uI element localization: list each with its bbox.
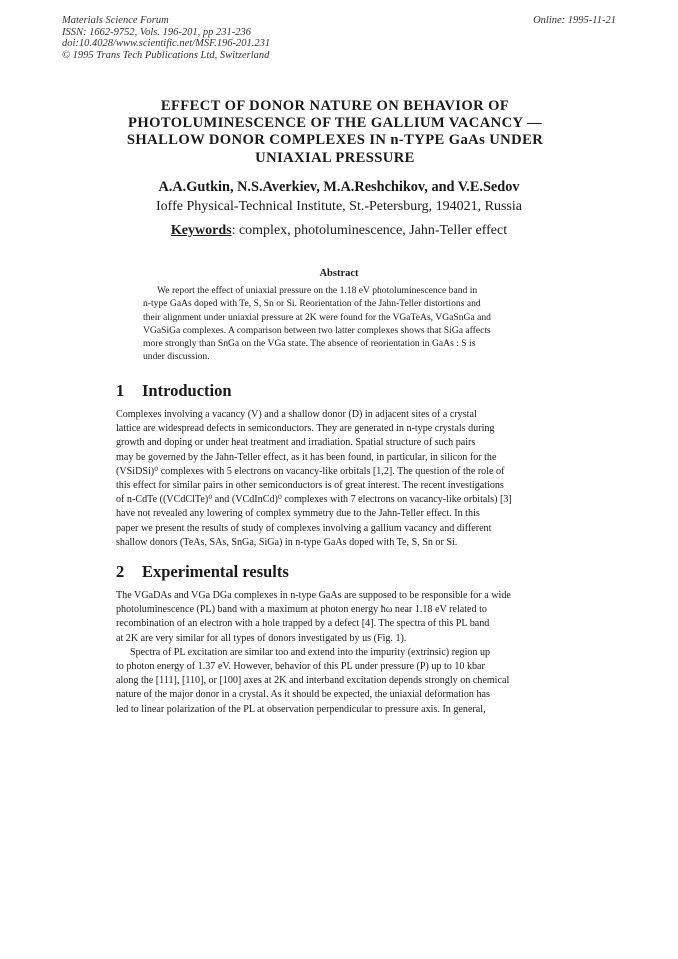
- journal-header: [62, 15, 270, 61]
- abstract-line: n-type GaAs doped with Te, S, Sn or Si. Reorientation of the Jahn-Teller distortions and: [143, 298, 481, 310]
- body-line: Spectra of PL excitation are similar too and extend into the impurity (extrinsic) region up: [130, 646, 491, 658]
- keywords-label: Keywords: [170, 223, 232, 238]
- body-line: (VSiDSi)⁰ complexes with 5 electrons on vacancy-like orbitals [1,2]. The question of the role of: [116, 465, 505, 477]
- abstract-line: more strongly than SnGa on the VGa state. The absence of reorientation in GaAs : S is: [143, 338, 476, 350]
- abstract-line: under discussion.: [143, 351, 210, 363]
- title-line: PHOTOLUMINESCENCE OF THE GALLIUM VACANCY —: [128, 115, 542, 132]
- body-line: recombination of an electron with a hole trapped by a defect [4]. The spectra of this PL band: [116, 618, 490, 630]
- introduction-body: [116, 408, 562, 550]
- title-line: UNIAXIAL PRESSURE: [255, 149, 415, 166]
- title-line: EFFECT OF DONOR NATURE ON BEHAVIOR OF: [160, 98, 510, 114]
- body-line: shallow donors (TeAs, SAs, SnGa, SiGa) in n-type GaAs doped with Te, S, Sn or Si.: [116, 536, 458, 548]
- journal-name: Materials Science Forum: [62, 15, 169, 26]
- copyright-line: © 1995 Trans Tech Publications Ltd, Switzerland: [62, 49, 270, 61]
- body-line: of n-CdTe ((VCdClTe)⁰ and (VCdInCd)⁰ complexes with 7 electrons on vacancy-like orbitals) [3]: [116, 494, 512, 506]
- abstract-line: We report the effect of uniaxial pressure on the 1.18 eV photoluminescence band in: [157, 285, 478, 296]
- section-title: Experimental results: [142, 562, 289, 581]
- paper-title: [100, 98, 570, 167]
- body-line: lattice are widespread defects in semiconductors. They are generated in n-type crystals during: [116, 423, 495, 435]
- body-line: nature of the major donor in a crystal. As it should be expected, the uniaxial deformation has: [116, 689, 490, 701]
- body-line: growth and doping or under heat treatment and irradiation. Spatial structure of such pairs: [116, 437, 476, 449]
- section-heading-introduction: [116, 381, 232, 401]
- section-number: 1: [116, 381, 125, 400]
- abstract-line: their alignment under uniaxial pressure at 2K were found for the VGaTeAs, VGaSnGa and: [143, 311, 491, 323]
- body-line: to photon energy of 1.37 eV. However, behavior of this PL under pressure (P) up to 10 kbar: [116, 661, 485, 673]
- abstract-heading: Abstract: [319, 268, 359, 279]
- issn-line: ISSN: 1662-9752, Vols. 196-201, pp 231-236: [62, 26, 251, 38]
- title-line: SHALLOW DONOR COMPLEXES IN n-TYPE GaAs UNDER: [126, 132, 544, 149]
- doi-line: doi:10.4028/www.scientific.net/MSF.196-201.231: [62, 38, 271, 49]
- experimental-results-body: [116, 589, 562, 717]
- section-number: 2: [116, 562, 125, 581]
- body-line: at 2K are very similar for all types of donors investigated by us (Fig. 1).: [116, 632, 407, 644]
- keywords-text: : complex, photoluminescence, Jahn-Teller effect: [231, 223, 508, 238]
- section-heading-experimental-results: [116, 562, 289, 582]
- body-line: may be governed by the Jahn-Teller effect, as it has been found, in particular, in silicon for the: [116, 451, 497, 463]
- body-line: led to linear polarization of the PL at observation perpendicular to pressure axis. In general,: [116, 703, 486, 715]
- abstract-line: VGaSiGa complexes. A comparison between two latter complexes shows that SiGa affects: [143, 324, 491, 336]
- affiliation: Ioffe Physical-Technical Institute, St.-Petersburg, 194021, Russia: [156, 199, 522, 214]
- authors: A.A.Gutkin, N.S.Averkiev, M.A.Reshchikov, and V.E.Sedov: [158, 179, 520, 195]
- section-title: Introduction: [142, 381, 232, 400]
- body-line: The VGaDAs and VGa DGa complexes in n-type GaAs are supposed to be responsible for a wide: [116, 590, 511, 601]
- body-line: paper we present the results of study of complexes involving a gallium vacancy and different: [116, 522, 492, 534]
- abstract-body: [143, 284, 533, 364]
- body-line: Complexes involving a vacancy (V) and a shallow donor (D) in adjacent sites of a crystal: [116, 409, 477, 420]
- online-date: Online: 1995-11-21: [533, 15, 616, 26]
- body-line: this effect for similar pairs in other semiconductors is of great interest. The recent investigations: [116, 480, 504, 492]
- body-line: have not revealed any lowering of complex symmetry due to the Jahn-Teller effect. In this: [116, 508, 480, 520]
- body-line: photoluminescence (PL) band with a maximum at photon energy ħω near 1.18 eV related to: [116, 604, 487, 616]
- body-line: along the [111], [110], or [100] axes at 2K and interband excitation depends strongly on chemical: [116, 675, 510, 687]
- keywords: [0, 223, 678, 239]
